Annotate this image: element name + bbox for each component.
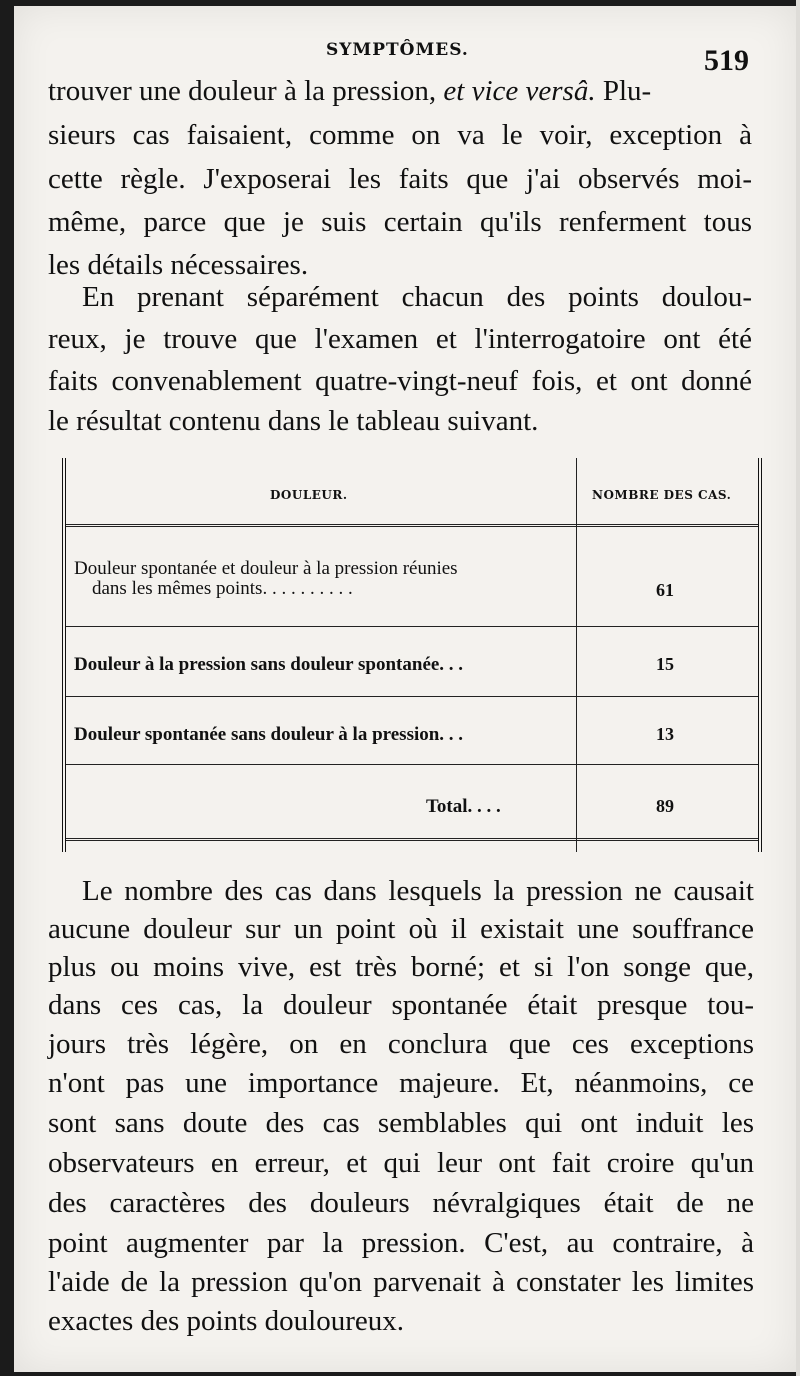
page-number: 519 xyxy=(704,44,749,77)
text-line: dans ces cas, la douleur spontanée était presque tou- xyxy=(48,989,754,1021)
text-line: point augmenter par la pression. C'est, au contraire, à xyxy=(48,1227,754,1259)
row-label: Douleur à la pression sans douleur spontanée. . . xyxy=(74,654,464,675)
data-table xyxy=(62,458,762,852)
text-line: exactes des points douloureux. xyxy=(48,1305,404,1337)
row-label-continued: dans les mêmes points. . . . . . . . . . xyxy=(92,578,353,599)
italic-phrase: et vice versâ. xyxy=(443,75,596,107)
page-edge xyxy=(796,0,800,1376)
row-value: 15 xyxy=(656,654,674,674)
header-douleur: DOULEUR. xyxy=(270,488,348,502)
row-rule xyxy=(66,696,758,697)
text-line: sont sans doute des cas semblables qui ont induit les xyxy=(48,1107,754,1139)
text-line: faits convenablement quatre-vingt-neuf fois, et ont donné xyxy=(48,365,752,397)
text-line: même, parce que je suis certain qu'ils renferment tous xyxy=(48,206,752,238)
row-value: 61 xyxy=(656,580,674,600)
header-nombre-des-cas: NOMBRE DES CAS. xyxy=(592,488,732,502)
row-label: Douleur spontanée et douleur à la pression réunies xyxy=(74,558,458,579)
running-head: SYMPTÔMES. xyxy=(326,40,469,60)
row-rule xyxy=(66,626,758,627)
text-span: trouver une douleur à la pression, xyxy=(48,75,437,107)
text-line: observateurs en erreur, et qui leur ont fait croire qu'un xyxy=(48,1147,754,1179)
book-page xyxy=(14,6,796,1372)
text-line: En prenant séparément chacun des points doulou- xyxy=(82,281,752,313)
column-divider xyxy=(576,458,577,852)
text-span: Plu- xyxy=(602,75,652,107)
text-line: reux, je trouve que l'examen et l'interrogatoire ont été xyxy=(48,323,752,355)
header-rule xyxy=(66,524,758,527)
text-line: aucune douleur sur un point où il existait une souffrance xyxy=(48,913,754,945)
row-value: 13 xyxy=(656,724,674,744)
text-line: n'ont pas une importance majeure. Et, néanmoins, ce xyxy=(48,1067,754,1099)
total-label: Total. . . . xyxy=(426,796,501,817)
text-line: le résultat contenu dans le tableau suivant. xyxy=(48,405,539,437)
text-line: plus ou moins vive, est très borné; et si l'on songe que, xyxy=(48,951,754,983)
text-line: des caractères des douleurs névralgiques était de ne xyxy=(48,1187,754,1219)
text-line: les détails nécessaires. xyxy=(48,249,309,281)
text-line xyxy=(48,72,752,110)
text-line: l'aide de la pression qu'on parvenait à constater les limites xyxy=(48,1266,754,1298)
footer-rule xyxy=(66,838,758,841)
row-rule xyxy=(66,764,758,765)
row-label: Douleur spontanée sans douleur à la pression. . . xyxy=(74,724,464,745)
text-line: sieurs cas faisaient, comme on va le voir, exception à xyxy=(48,119,752,151)
text-line: Le nombre des cas dans lesquels la pression ne causait xyxy=(82,875,754,907)
text-line: jours très légère, on en conclura que ces exceptions xyxy=(48,1028,754,1060)
text-line: cette règle. J'exposerai les faits que j'ai observés moi- xyxy=(48,163,752,195)
total-value: 89 xyxy=(656,796,674,816)
